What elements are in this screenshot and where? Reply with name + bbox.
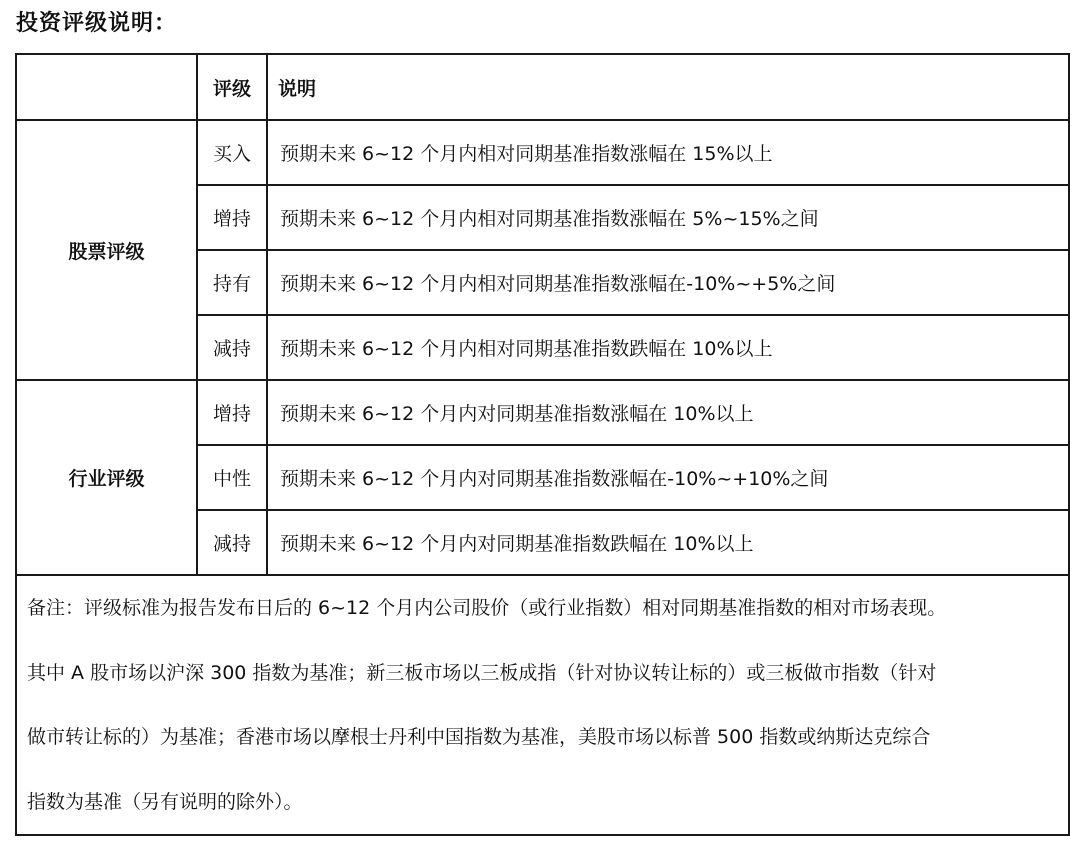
category-stock-rating: 股票评级 — [16, 120, 197, 380]
note-line: 做市转让标的）为基准；香港市场以摩根士丹利中国指数为基准，美股市场以标普 500 指数或纳斯达克综合 — [27, 726, 931, 748]
description-cell: 预期未来 6~12 个月内对同期基准指数涨幅在-10%~+10%之间 — [267, 445, 1069, 510]
grade-cell: 减持 — [197, 315, 267, 380]
grade-cell: 增持 — [197, 380, 267, 445]
grade-cell: 买入 — [197, 120, 267, 185]
note-line: 备注：评级标准为报告发布日后的 6~12 个月内公司股价（或行业指数）相对同期基准指数的相对市场表现。 — [27, 597, 947, 619]
grade-cell: 中性 — [197, 445, 267, 510]
note-cell — [16, 575, 1069, 835]
grade-cell: 减持 — [197, 510, 267, 575]
grade-cell: 持有 — [197, 250, 267, 315]
note-line: 指数为基准（另有说明的除外）。 — [27, 790, 303, 813]
description-cell: 预期未来 6~12 个月内对同期基准指数涨幅在 10%以上 — [267, 380, 1069, 445]
description-cell: 预期未来 6~12 个月内相对同期基准指数涨幅在 15%以上 — [267, 120, 1069, 185]
rating-table — [15, 53, 1070, 836]
note-row — [16, 575, 1069, 835]
category-industry-rating: 行业评级 — [16, 380, 197, 575]
table-row — [16, 120, 1069, 185]
description-cell: 预期未来 6~12 个月内相对同期基准指数涨幅在 5%~15%之间 — [267, 185, 1069, 250]
description-cell: 预期未来 6~12 个月内对同期基准指数跌幅在 10%以上 — [267, 510, 1069, 575]
header-grade-cell: 评级 — [197, 54, 267, 120]
note-line: 其中 A 股市场以沪深 300 指数为基准；新三板市场以三板成指（针对协议转让标的）或三板做市指数（针对 — [27, 661, 937, 684]
page-title: 投资评级说明： — [16, 11, 178, 36]
header-description-cell: 说明 — [267, 54, 1069, 120]
table-header-row — [16, 54, 1069, 120]
table-row — [16, 380, 1069, 445]
description-cell: 预期未来 6~12 个月内相对同期基准指数跌幅在 10%以上 — [267, 315, 1069, 380]
grade-cell: 增持 — [197, 185, 267, 250]
description-cell: 预期未来 6~12 个月内相对同期基准指数涨幅在-10%~+5%之间 — [267, 250, 1069, 315]
header-category-cell — [16, 54, 197, 120]
